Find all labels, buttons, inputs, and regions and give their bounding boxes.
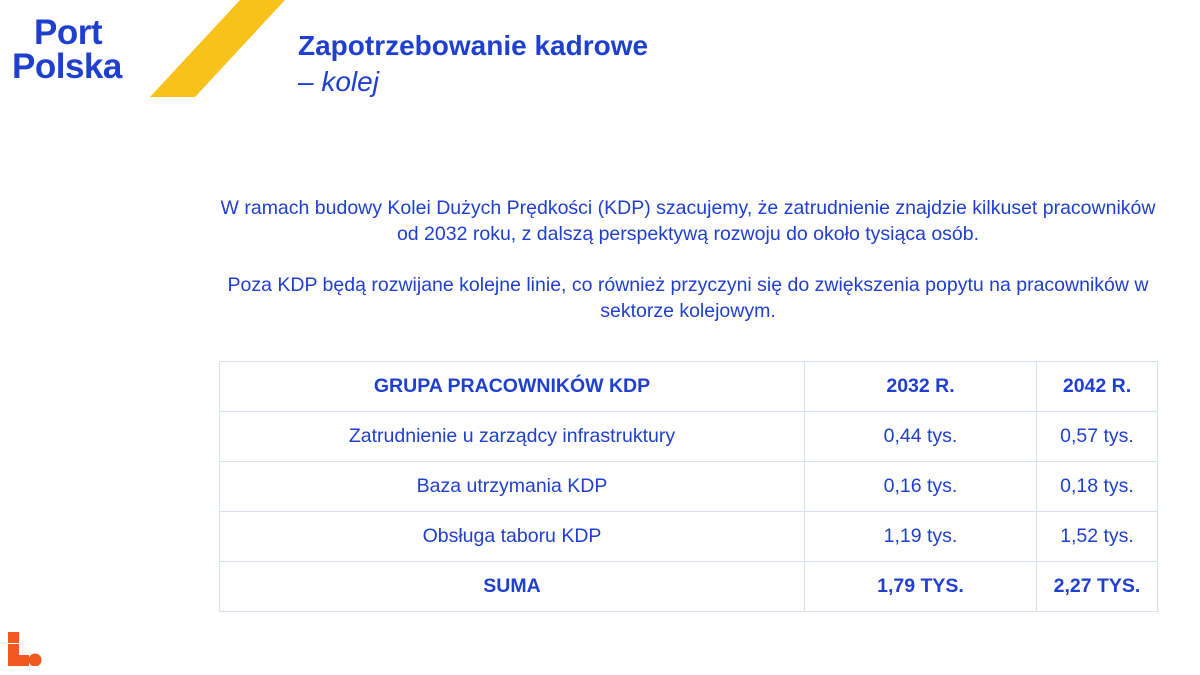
- table-row: [220, 462, 1158, 512]
- table-row: [220, 412, 1158, 462]
- total-value-2042: 2,27 TYS.: [1037, 562, 1158, 612]
- row-value-2032: 0,44 tys.: [805, 412, 1037, 462]
- brand-logo: [12, 13, 122, 86]
- intro-paragraph-2: Poza KDP będą rozwijane kolejne linie, co również przyczyni się do zwiększenia popytu na pracowników w sektorze kolejowym.: [227, 274, 1149, 322]
- table-total-row: [220, 562, 1158, 612]
- row-group: Zatrudnienie u zarządcy infrastruktury: [220, 412, 805, 462]
- logo-line-2: Polska: [12, 47, 122, 86]
- row-group: Obsługa taboru KDP: [220, 512, 805, 562]
- row-value-2042: 0,57 tys.: [1037, 412, 1158, 462]
- yellow-stripe-decoration: [150, 0, 285, 100]
- row-value-2042: 0,18 tys.: [1037, 462, 1158, 512]
- title-subtitle: – kolej: [298, 66, 379, 97]
- intro-paragraph-1: W ramach budowy Kolei Dużych Prędkości (KDP) szacujemy, że zatrudnienie znajdzie kilkuset pracowników od 2032 roku, z dalszą perspektywą rozwoju do około tysiąca osób.: [220, 197, 1156, 245]
- orange-blocks-logo-icon: [8, 632, 42, 666]
- table-header-row: [220, 362, 1158, 412]
- table-row: [220, 512, 1158, 562]
- row-value-2042: 1,52 tys.: [1037, 512, 1158, 562]
- total-label: SUMA: [220, 562, 805, 612]
- logo-line-1: Port: [34, 13, 102, 52]
- staffing-table: [219, 361, 1158, 612]
- header-2032: 2032 R.: [805, 362, 1037, 412]
- page-title: [298, 28, 648, 100]
- total-value-2032: 1,79 TYS.: [805, 562, 1037, 612]
- row-value-2032: 1,19 tys.: [805, 512, 1037, 562]
- header-group: GRUPA PRACOWNIKÓW KDP: [220, 362, 805, 412]
- title-main: Zapotrzebowanie kadrowe: [298, 30, 649, 61]
- header-2042: 2042 R.: [1037, 362, 1158, 412]
- row-value-2032: 0,16 tys.: [805, 462, 1037, 512]
- row-group: Baza utrzymania KDP: [220, 462, 805, 512]
